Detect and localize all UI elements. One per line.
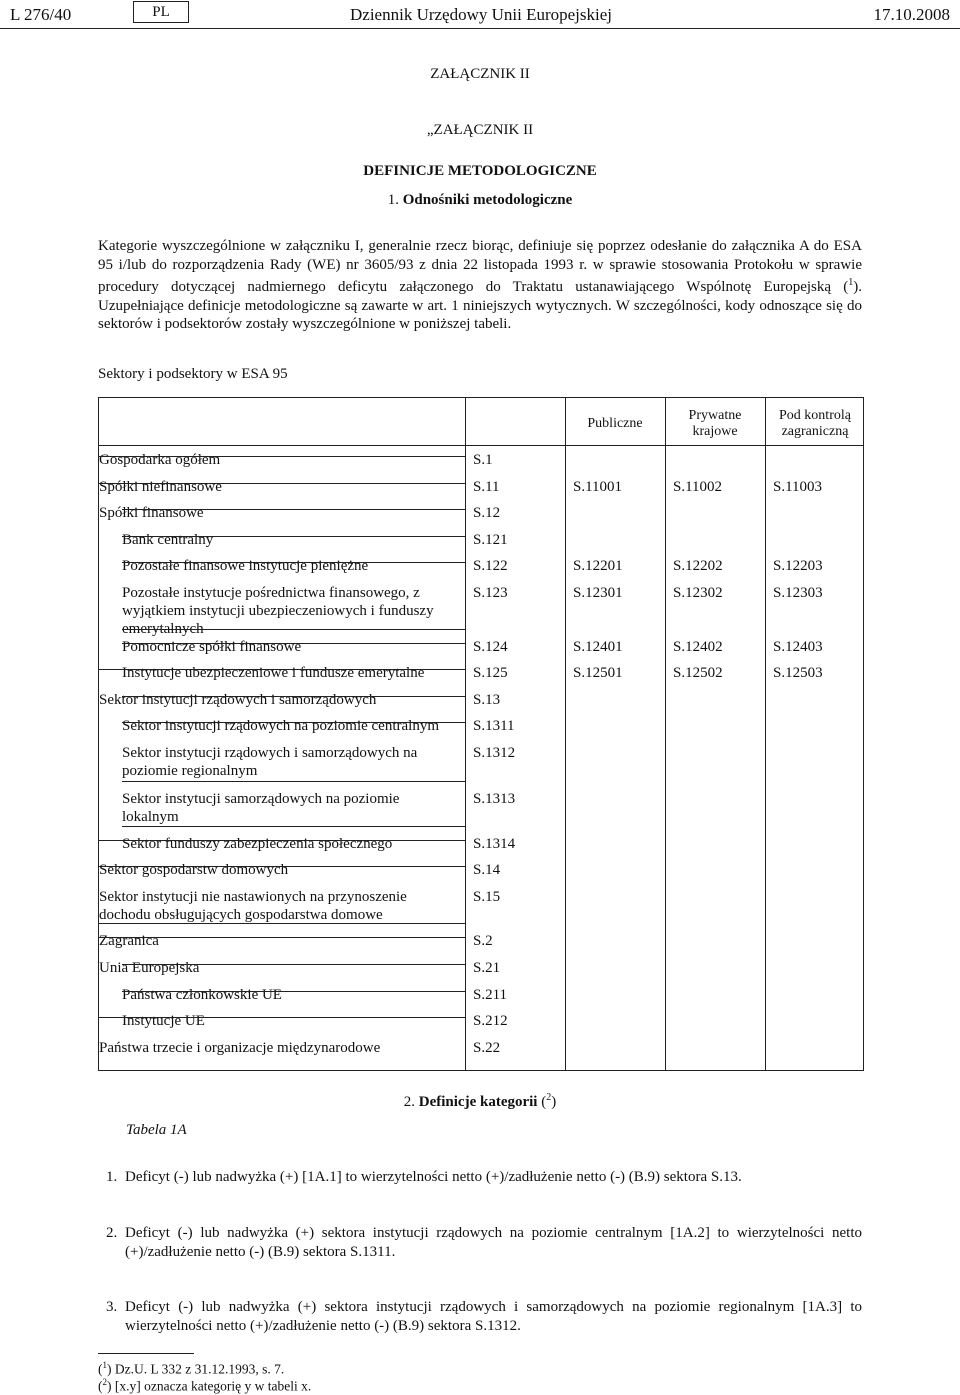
row-separator xyxy=(122,643,465,644)
row-name: Unia Europejska xyxy=(99,960,200,976)
definition-text: Deficyt (-) lub nadwyżka (+) [1A.1] to wierzytelności netto (+)/zadłużenie netto (-) (B.9) sektora S.13. xyxy=(125,1169,742,1185)
row-separator xyxy=(122,991,465,992)
row-private: S.12202 xyxy=(673,558,723,574)
row-separator xyxy=(122,826,465,827)
section-2-heading: 2. Definicje kategorii ($^2$) xyxy=(403,1092,557,1110)
row-code: S.2 xyxy=(473,933,493,949)
row-name: Państwa trzecie i organizacje międzynarodowe xyxy=(99,1040,381,1056)
row-public: S.12301 xyxy=(573,585,623,601)
row-code: S.21 xyxy=(473,960,501,976)
language-code: PL xyxy=(133,1,189,23)
table-col-divider xyxy=(665,398,666,1070)
section-2-number: 2. xyxy=(403,1094,416,1110)
row-separator xyxy=(122,722,465,723)
table-col-divider xyxy=(465,398,466,1070)
footnote-text: [x.y] oznacza kategorię y w tabeli x. xyxy=(114,1378,312,1394)
row-name: Sektor instytucji rządowych i samorządowych xyxy=(99,692,377,708)
footnote-rule xyxy=(98,1353,194,1354)
row-name: Pozostałe finansowe instytucje pieniężne xyxy=(122,558,369,574)
row-private: S.12302 xyxy=(673,585,723,601)
row-separator xyxy=(99,1017,465,1018)
row-separator xyxy=(122,629,465,630)
row-code: S.15 xyxy=(473,889,501,905)
footnote-mark: 2 xyxy=(102,1377,107,1387)
row-name: Sektor instytucji rządowych na poziomie centralnym xyxy=(122,718,439,734)
row-name: Sektor instytucji samorządowych na poziomie lokalnym xyxy=(122,791,400,825)
row-code: S.125 xyxy=(473,665,508,681)
row-code: S.1312 xyxy=(473,745,516,761)
annex-title: ZAŁĄCZNIK II xyxy=(430,66,530,82)
definition-number: 2. xyxy=(106,1225,118,1241)
row-code: S.11 xyxy=(473,479,500,495)
row-separator xyxy=(122,562,465,563)
row-public: S.12401 xyxy=(573,639,623,655)
table-col-divider xyxy=(765,398,766,1070)
row-public: S.11001 xyxy=(573,479,623,495)
row-code: S.1 xyxy=(473,452,493,468)
definitions-title: DEFINICJE METODOLOGICZNE xyxy=(363,163,597,179)
sector-table xyxy=(98,397,864,1071)
table-col-divider xyxy=(565,398,566,1070)
row-name: Sektor gospodarstw domowych xyxy=(99,862,289,878)
row-separator xyxy=(122,696,465,697)
definition-text: Deficyt (-) lub nadwyżka (+) sektora instytucji rządowych na poziomie centralnym [1A.2] to wierzytelności netto (+)/zadłużenie netto (-) (B.9) sektora S.1311. xyxy=(125,1225,862,1260)
row-foreign: S.11003 xyxy=(773,479,823,495)
row-name: Pomocnicze spółki finansowe xyxy=(122,639,302,655)
row-private: S.11002 xyxy=(673,479,723,495)
row-name: Spółki niefinansowe xyxy=(99,479,222,495)
definition-item xyxy=(98,1224,862,1261)
footnote: ($^1$) Dz.U. L 332 z 31.12.1993, s. 7. xyxy=(98,1360,285,1377)
row-code: S.121 xyxy=(473,532,508,548)
definition-number: 1. xyxy=(106,1169,118,1185)
definition-text: Deficyt (-) lub nadwyżka (+) sektora instytucji rządowych i samorządowych na poziomie regionalnym [1A.3] to wierzytelności netto (+)/zadłużenie netto (-) (B.9) sektora S.1312. xyxy=(125,1299,862,1334)
section-1-heading xyxy=(0,192,960,209)
footnote-ref-1: 1 xyxy=(848,277,854,289)
table-header-rule xyxy=(99,445,863,446)
row-name: Zagranica xyxy=(99,933,159,949)
row-public: S.12201 xyxy=(573,558,623,574)
row-name: Sektor instytucji nie nastawionych na przynoszenie dochodu obsługujących gospodarstwa domowe xyxy=(99,889,407,923)
column-header-foreign: Pod kontrolą zagraniczną xyxy=(779,408,851,439)
footnote: ($^2$) [x.y] oznacza kategorię y w tabeli x. xyxy=(98,1377,312,1394)
row-code: S.12 xyxy=(473,505,501,521)
row-name: Pozostałe instytucje pośrednictwa finansowego, z wyjątkiem instytucji ubezpieczeniowych i funduszy emerytalnych xyxy=(122,585,434,637)
row-name: Państwa członkowskie UE xyxy=(122,987,282,1003)
row-separator xyxy=(122,964,465,965)
row-code: S.1314 xyxy=(473,836,516,852)
row-name: Bank centralny xyxy=(122,532,214,548)
row-separator xyxy=(99,866,465,867)
row-name: Spółki finansowe xyxy=(99,505,204,521)
table-caption: Sektory i podsektory w ESA 95 xyxy=(98,366,288,382)
row-code: S.13 xyxy=(473,692,501,708)
row-code: S.1311 xyxy=(473,718,515,734)
row-separator xyxy=(99,937,465,938)
row-foreign: S.12303 xyxy=(773,585,823,601)
row-foreign: S.12503 xyxy=(773,665,823,681)
row-foreign: S.12203 xyxy=(773,558,823,574)
row-code: S.123 xyxy=(473,585,508,601)
annex-quoted-title: „ZAŁĄCZNIK II xyxy=(426,122,534,138)
row-separator xyxy=(122,781,465,782)
row-code: S.124 xyxy=(473,639,508,655)
row-name: Sektor instytucji rządowych i samorządowych na poziomie regionalnym xyxy=(122,745,418,779)
definition-item xyxy=(98,1168,862,1187)
publication-date: 17.10.2008 xyxy=(873,5,950,24)
row-code: S.122 xyxy=(473,558,508,574)
row-private: S.12402 xyxy=(673,639,723,655)
section-1-title: Odnośniki metodologiczne xyxy=(402,192,573,208)
page-number: L 276/40 xyxy=(10,5,72,24)
row-name: Sektor funduszy zabezpieczenia społecznego xyxy=(122,836,393,852)
row-separator xyxy=(99,483,465,484)
page-header xyxy=(0,0,960,30)
row-code: S.212 xyxy=(473,1013,508,1029)
row-public: S.12501 xyxy=(573,665,623,681)
row-separator xyxy=(99,669,465,670)
row-foreign: S.12403 xyxy=(773,639,823,655)
row-separator xyxy=(99,456,465,457)
section-1-number: 1. xyxy=(387,192,399,208)
definition-item xyxy=(98,1298,862,1335)
row-name: Instytucje ubezpieczeniowe i fundusze emerytalne xyxy=(122,665,425,681)
row-name: Gospodarka ogółem xyxy=(99,452,221,468)
column-header-private: Prywatne krajowe xyxy=(688,408,742,439)
table-label: Tabela 1A xyxy=(126,1122,187,1138)
row-code: S.14 xyxy=(473,862,501,878)
intro-text-2: ). Uzupełniające definicje metodologiczne są zawarte w art. 1 niniejszych wytycznych. W szczególności, kody odnoszące się do sektorów i podsektorów zostały wyszczególnione w poniższej tabeli. xyxy=(98,279,862,333)
row-separator xyxy=(99,923,465,924)
header-rule xyxy=(0,28,960,29)
footnote-mark: 1 xyxy=(102,1360,107,1370)
section-2-title: Definicje kategorii xyxy=(418,1094,538,1110)
footnote-text: Dz.U. L 332 z 31.12.1993, s. 7. xyxy=(114,1361,285,1377)
definition-number: 3. xyxy=(106,1299,118,1315)
row-code: S.1313 xyxy=(473,791,516,807)
row-private: S.12502 xyxy=(673,665,723,681)
column-header-public: Publiczne xyxy=(587,416,643,431)
row-code: S.211 xyxy=(473,987,508,1003)
row-name: Instytucje UE xyxy=(122,1013,205,1029)
intro-paragraph xyxy=(98,237,862,334)
row-separator xyxy=(99,840,465,841)
row-separator xyxy=(122,536,465,537)
journal-title: Dziennik Urzędowy Unii Europejskiej xyxy=(350,5,613,24)
row-code: S.22 xyxy=(473,1040,501,1056)
intro-text-1: Kategorie wyszczególnione w załączniku I, generalnie rzecz biorąc, definiuje się poprzez odesłanie do załącznika A do ESA 95 i/lub do rozporządzenia Rady (WE) nr 3605/93 z dnia 22 listopada 1993 r. w sprawie stosowania Protokołu w sprawie procedury dotyczącej nadmiernego deficytu załączonego do Traktatu ustanawiającego Wspólnotę Europejską ( xyxy=(98,238,862,296)
row-separator xyxy=(122,509,465,510)
footnote-ref-2: 2 xyxy=(546,1092,552,1103)
